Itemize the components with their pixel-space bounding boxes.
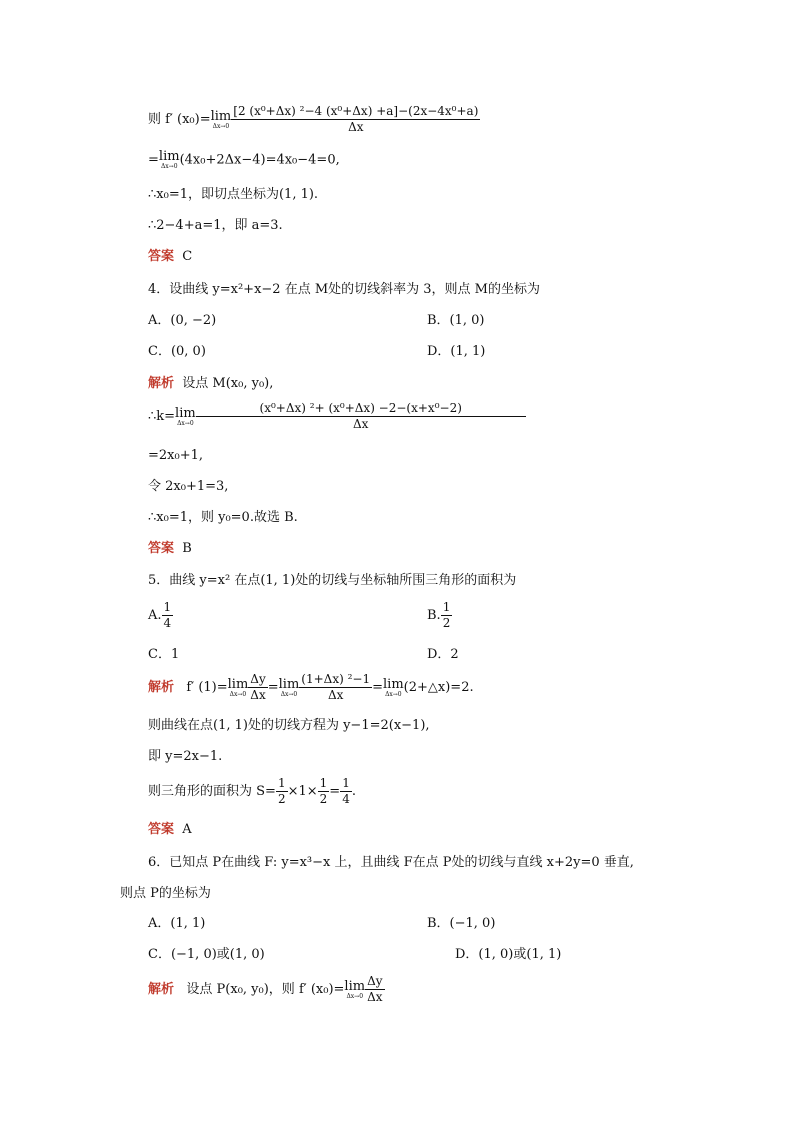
answer-line-q3: 答案 C <box>148 249 193 264</box>
limit-symbol: lim Δx→0 <box>278 676 300 698</box>
limit-evaluation-line: = lim Δx→0 (4x₀+2Δx−4)=4x₀−4=0, <box>148 149 340 170</box>
slope-limit-line: ∴k= lim Δx→0 $\frac{\text{(x⁰+Δx) ²+ (x⁰+Δx) −2−(x+x⁰−2)}}{\Delta x}$ <box>148 401 526 432</box>
option-a: A．(0, −2) <box>148 313 217 328</box>
limit-symbol: lim Δx→0 <box>344 978 366 1000</box>
limit-symbol: lim Δx→0 <box>383 676 404 698</box>
tangent-simplified-line: 即 y=2x−1. <box>148 749 223 764</box>
question-5: 5．曲线 y=x² 在点(1, 1)处的切线与坐标轴所围三角形的面积为 <box>148 573 517 588</box>
option-b: B. $\frac{1}{2}$ <box>427 600 451 630</box>
derivative-definition-line <box>148 104 480 135</box>
question-6-continued: 则点 P的坐标为 <box>120 886 211 901</box>
question-6: 6．已知点 P在曲线 F: y=x³−x 上，且曲线 F在点 P处的切线与直线 x+2y=0 垂直, <box>148 855 634 870</box>
limit-symbol: lim Δx→0 <box>210 108 232 130</box>
difference-quotient: $\frac{\text{[2 (x⁰+Δx) ²−4 (x⁰+Δx) +a]−(2x−4x⁰+a)}}{\Delta x}$ <box>233 104 479 134</box>
set-slope-line: 令 2x₀+1=3, <box>148 479 229 494</box>
analysis-line-q4: 解析 设点 M(x₀, y₀), <box>148 376 274 391</box>
limit-symbol: lim Δx→0 <box>175 405 196 427</box>
option-d: D．(1, 1) <box>427 344 486 359</box>
limit-symbol: lim Δx→0 <box>158 149 180 170</box>
answer-label: 答案 <box>148 541 175 556</box>
slope-quotient: $\frac{\text{(x⁰+Δx) ²+ (x⁰+Δx) −2−(x+x⁰−2)}}{\Delta x}$ <box>196 401 526 432</box>
f-prime-prefix: 则 f′ (x₀)= <box>148 112 211 127</box>
analysis-label: 解析 <box>148 376 175 391</box>
analysis-line-q5: 解析 f′ (1)= lim Δx→0 $\frac{\Delta y}{\Delta x}$ = lim Δx→0 $\frac{\text{(1+Δx) ²−1}}{\Delta x}$ = lim Δx→0 (2+△x)=2. <box>148 672 474 702</box>
analysis-label: 解析 <box>148 982 175 997</box>
answer-label: 答案 <box>148 249 175 264</box>
solve-a-line: ∴2−4+a=1，即 a=3. <box>148 218 283 233</box>
limit-symbol: lim Δx→0 <box>227 676 249 698</box>
answer-line-q5: 答案 A <box>148 822 192 837</box>
slope-result-line: =2x₀+1, <box>148 448 204 463</box>
tangent-equation-line: 则曲线在点(1, 1)处的切线方程为 y−1=2(x−1), <box>148 718 430 733</box>
area-line: 则三角形的面积为 S= $\frac{1}{2}$ ×1× $\frac{1}{2}$ = $\frac{1}{4}$ . <box>148 776 356 806</box>
option-b: B．(1, 0) <box>427 313 485 328</box>
answer-label: 答案 <box>148 822 175 837</box>
question-4: 4．设曲线 y=x²+x−2 在点 M处的切线斜率为 3，则点 M的坐标为 <box>148 282 540 297</box>
answer-line-q4: 答案 B <box>148 541 192 556</box>
option-d: D．2 <box>427 647 459 662</box>
option-c: C．1 <box>148 647 180 662</box>
option-b: B．(−1, 0) <box>427 916 496 931</box>
option-a: A. $\frac{1}{4}$ <box>148 600 172 630</box>
option-c: C．(−1, 0)或(1, 0) <box>148 947 265 962</box>
analysis-label: 解析 <box>148 680 175 695</box>
analysis-line-q6: 解析 设点 P(x₀, y₀)，则 f′ (x₀)= lim Δx→0 $\frac{\Delta y}{\Delta x}$ <box>148 974 383 1004</box>
conclusion-line-q4: ∴x₀=1，则 y₀=0.故选 B. <box>148 510 298 525</box>
option-d: D．(1, 0)或(1, 1) <box>455 947 562 962</box>
option-c: C．(0, 0) <box>148 344 206 359</box>
tangent-point-line: ∴x₀=1，即切点坐标为(1, 1). <box>148 187 319 202</box>
option-a: A．(1, 1) <box>148 916 206 931</box>
